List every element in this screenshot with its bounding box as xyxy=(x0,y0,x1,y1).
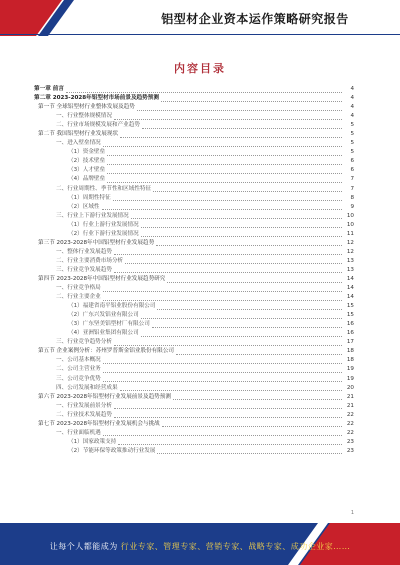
toc-entry-page: 16 xyxy=(346,321,354,328)
toc-entry[interactable] xyxy=(34,175,354,184)
toc-entry-title: 三、行业竞争发展趋势 xyxy=(56,266,112,273)
footer-slogan xyxy=(0,541,400,552)
toc-entry-page: 5 xyxy=(350,131,354,138)
toc-entry[interactable] xyxy=(34,275,354,284)
toc-entry[interactable] xyxy=(34,411,354,420)
toc-leader-dots xyxy=(113,195,342,201)
toc-leader-dots xyxy=(114,340,342,346)
toc-entry[interactable] xyxy=(34,402,354,411)
toc-entry[interactable] xyxy=(34,429,354,438)
toc-entry-title: 二、行业主要消费市场分析 xyxy=(56,257,124,264)
toc-entry-page: 5 xyxy=(350,122,354,129)
toc-entry-title: （2）广东兴发铝业有限公司 xyxy=(68,312,139,319)
toc-entry[interactable] xyxy=(34,284,354,293)
toc-entry-page: 7 xyxy=(350,185,354,192)
toc-leader-dots xyxy=(114,249,342,255)
toc-entry-title: 二、行业主要企业 xyxy=(56,294,101,301)
toc-entry-page: 16 xyxy=(346,330,354,337)
toc-entry-page: 11 xyxy=(346,230,354,237)
toc-leader-dots xyxy=(114,412,342,418)
toc-entry[interactable] xyxy=(34,293,354,302)
toc-entry-page: 5 xyxy=(350,149,354,156)
toc-leader-dots xyxy=(141,231,342,237)
footer-slogan-lead: 让每个人都能成为 xyxy=(49,542,118,551)
toc-entry[interactable] xyxy=(34,302,354,311)
toc-leader-dots xyxy=(156,240,342,246)
toc-entry-title: （3）广东坚美铝型材厂有限公司 xyxy=(68,321,150,328)
toc-entry-page: 10 xyxy=(346,221,354,228)
toc-entry[interactable] xyxy=(34,157,354,166)
toc-entry[interactable] xyxy=(34,112,354,121)
toc-entry[interactable] xyxy=(34,148,354,157)
toc-entry[interactable] xyxy=(34,248,354,257)
toc-entry[interactable] xyxy=(34,266,354,275)
toc-entry-page: 22 xyxy=(346,420,354,427)
toc-entry-title: 一、进入壁垒情况 xyxy=(56,140,101,147)
toc-leader-dots xyxy=(137,105,342,111)
toc-entry[interactable] xyxy=(34,203,354,212)
toc-entry-title: （2）节能环保等政策推动行业发展 xyxy=(68,447,156,454)
toc-entry-page: 18 xyxy=(346,348,354,355)
toc-leader-dots xyxy=(141,222,342,228)
toc-entry[interactable] xyxy=(34,393,354,402)
footer-slogan-tail: 行业专家、管理专家、营销专家、战略专家、成功企业家…… xyxy=(120,542,351,551)
toc-entry-title: 三、公司竞争优势 xyxy=(56,375,101,382)
toc-entry[interactable] xyxy=(34,103,354,112)
toc-leader-dots xyxy=(102,204,342,210)
toc-leader-dots xyxy=(107,159,342,165)
toc-entry-page: 10 xyxy=(346,212,354,219)
footer-banner xyxy=(0,523,400,565)
toc-leader-dots xyxy=(103,376,342,382)
toc-leader-dots xyxy=(173,394,342,400)
toc-leader-dots xyxy=(161,96,342,102)
toc-leader-dots xyxy=(114,403,342,409)
toc-entry[interactable] xyxy=(34,438,354,447)
toc-heading: 内容目录 xyxy=(174,62,226,75)
toc-leader-dots xyxy=(107,177,342,183)
toc-entry-title: 一、行业整体规模情况 xyxy=(56,113,112,120)
toc-entry-page: 14 xyxy=(346,285,354,292)
toc-entry-title: 四、公司发展和经营成果 xyxy=(56,384,118,391)
toc-entry[interactable] xyxy=(34,356,354,365)
toc-entry-title: 三、行业上下游行业发展情况 xyxy=(56,212,129,219)
toc-entry[interactable] xyxy=(34,194,354,203)
toc-entry-title: 一、整体行业发展趋势 xyxy=(56,248,112,255)
toc-entry-page: 20 xyxy=(346,384,354,391)
toc-entry[interactable] xyxy=(34,185,354,194)
toc-leader-dots xyxy=(157,304,342,310)
toc-entry-title: 第二章 2023-2028年铝型材市场前景及趋势预测 xyxy=(34,95,159,102)
toc-entry[interactable] xyxy=(34,311,354,320)
page-number: 1 xyxy=(350,510,354,516)
toc-entry-page: 13 xyxy=(346,257,354,264)
toc-entry-title: （4）亚洲铝业集团有限公司 xyxy=(68,330,139,337)
toc-entry-title: 二、行业周期性、季节性和区域性特征 xyxy=(56,185,152,192)
toc-leader-dots xyxy=(114,267,342,273)
toc-leader-dots xyxy=(125,258,342,264)
toc-entry-title: （1）行业上游行业发展情况 xyxy=(68,221,139,228)
toc-entry-page: 8 xyxy=(350,194,354,201)
toc-entry-title: （1）资金壁垒 xyxy=(68,149,106,156)
toc-entry-page: 4 xyxy=(350,104,354,111)
toc-entry-page: 13 xyxy=(346,266,354,273)
toc-entry[interactable] xyxy=(34,130,354,139)
toc-entry-page: 4 xyxy=(350,86,354,92)
toc-entry-page: 15 xyxy=(346,312,354,319)
header-banner xyxy=(0,0,400,36)
toc-entry-page: 19 xyxy=(346,366,354,373)
toc-entry-page: 22 xyxy=(346,411,354,418)
toc-entry-page: 12 xyxy=(346,248,354,255)
toc-entry-page: 9 xyxy=(350,203,354,210)
toc-entry[interactable] xyxy=(34,384,354,393)
toc-entry-title: （2）区域性 xyxy=(68,203,100,210)
toc-leader-dots xyxy=(107,150,342,156)
toc-entry-title: （3）人才壁垒 xyxy=(68,167,106,174)
toc-entry-title: （2）技术壁垒 xyxy=(68,158,106,165)
toc-entry-page: 14 xyxy=(346,275,354,282)
toc-entry-title: 第一节 全球铝型材行业整体发展及趋势 xyxy=(38,104,135,111)
toc-entry-page: 6 xyxy=(350,158,354,165)
toc-entry-page: 4 xyxy=(350,113,354,120)
toc-leader-dots xyxy=(176,349,342,355)
toc-entry-title: 三、行业竞争趋势分析 xyxy=(56,339,112,346)
toc-leader-dots xyxy=(120,132,342,138)
toc-leader-dots xyxy=(167,277,342,283)
toc-entry-title: 第六节 2023-2028年铝型材行业发展前景及趋势预测 xyxy=(38,393,171,400)
toc-entry[interactable] xyxy=(34,420,354,429)
toc-leader-dots xyxy=(103,367,342,373)
toc-entry-title: 一、行业发展前景分析 xyxy=(56,402,112,409)
toc-entry[interactable] xyxy=(34,221,354,230)
toc-leader-dots xyxy=(141,331,342,337)
toc-entry-page: 23 xyxy=(346,438,354,445)
toc-entry[interactable] xyxy=(34,347,354,356)
toc-leader-dots xyxy=(157,448,342,454)
toc-leader-dots xyxy=(103,295,342,301)
toc-entry[interactable] xyxy=(34,85,354,94)
toc-entry[interactable] xyxy=(34,365,354,374)
toc-entry-page: 18 xyxy=(346,357,354,364)
toc-entry[interactable] xyxy=(34,375,354,384)
toc-leader-dots xyxy=(103,286,342,292)
toc-entry-page: 7 xyxy=(350,176,354,183)
toc-leader-dots xyxy=(141,313,342,319)
toc-entry-title: 一、行业竞争格局 xyxy=(56,285,101,292)
toc-entry-page: 6 xyxy=(350,167,354,174)
toc-entry[interactable] xyxy=(34,139,354,148)
toc-leader-dots xyxy=(103,358,342,364)
toc-leader-dots xyxy=(118,439,342,445)
toc-leader-dots xyxy=(103,430,342,436)
toc-entry[interactable] xyxy=(34,257,354,266)
toc-entry-title: （4）品牌壁垒 xyxy=(68,176,106,183)
toc-entry-title: 第七节 2023-2028年铝型材行业发展机会与挑战 xyxy=(38,420,160,427)
toc-entry[interactable] xyxy=(34,239,354,248)
toc-entry-page: 12 xyxy=(346,239,354,246)
toc-entry-page: 23 xyxy=(346,447,354,454)
toc-entry-title: 二、行业市场规模发展和产业趋势 xyxy=(56,122,140,129)
toc-entry-page: 21 xyxy=(346,393,354,400)
toc-entry[interactable] xyxy=(34,230,354,239)
toc-entry-title: 二、公司主营业务 xyxy=(56,366,101,373)
toc-entry-title: 一、行业面临机遇 xyxy=(56,429,101,436)
toc-leader-dots xyxy=(114,114,342,120)
toc-entry[interactable] xyxy=(34,94,354,103)
toc-leader-dots xyxy=(152,322,342,328)
toc-entry[interactable] xyxy=(34,338,354,347)
toc-leader-dots xyxy=(153,186,342,192)
toc-entry[interactable] xyxy=(34,320,354,329)
toc-entry-title: 一、公司基本概况 xyxy=(56,357,101,364)
toc-entry-page: 21 xyxy=(346,402,354,409)
toc-leader-dots xyxy=(142,123,342,129)
toc-entry-page: 17 xyxy=(346,339,354,346)
toc-entry-page: 14 xyxy=(346,294,354,301)
toc-entry[interactable] xyxy=(34,166,354,175)
toc-entry-title: （1）国家政策支持 xyxy=(68,438,117,445)
toc-entry-title: 二、行业技术发展趋势 xyxy=(56,411,112,418)
toc-entry-page: 22 xyxy=(346,429,354,436)
toc-entry-page: 15 xyxy=(346,303,354,310)
toc-entry-title: 第四节 2023-2028年中国铝型材行业发展趋势研究 xyxy=(38,275,166,282)
toc-entry-title: 第三节 2023-2028年中国铝型材行业发展趋势 xyxy=(38,239,155,246)
report-title: 铝型材企业资本运作策略研究报告 xyxy=(161,12,349,26)
toc-leader-dots xyxy=(103,141,342,147)
toc-entry[interactable] xyxy=(34,329,354,338)
toc-entry[interactable] xyxy=(34,121,354,130)
toc-entry[interactable] xyxy=(34,212,354,221)
toc-entry-title: 第二节 我国铝型材行业发展现状 xyxy=(38,131,119,138)
toc-entry-title: （1）周期性特征 xyxy=(68,194,111,201)
toc-leader-dots xyxy=(131,213,342,219)
toc-leader-dots xyxy=(120,385,342,391)
toc-entry-page: 4 xyxy=(350,95,354,102)
toc-entry[interactable] xyxy=(34,447,354,456)
toc-leader-dots xyxy=(162,421,342,427)
toc-entry-page: 5 xyxy=(350,140,354,147)
toc-entry-title: 第五节 企业案例分析：苏州罗普斯金铝业股份有限公司 xyxy=(38,348,175,355)
toc-leader-dots xyxy=(107,168,342,174)
toc-entry-title: （1）福建省南平铝业股份有限公司 xyxy=(68,303,156,310)
toc-entry-title: 第一章 前言 xyxy=(34,86,64,92)
table-of-contents xyxy=(34,85,354,456)
toc-entry-title: （2）行业下游行业发展情况 xyxy=(68,230,139,237)
toc-leader-dots xyxy=(66,87,342,93)
toc-entry-page: 19 xyxy=(346,375,354,382)
